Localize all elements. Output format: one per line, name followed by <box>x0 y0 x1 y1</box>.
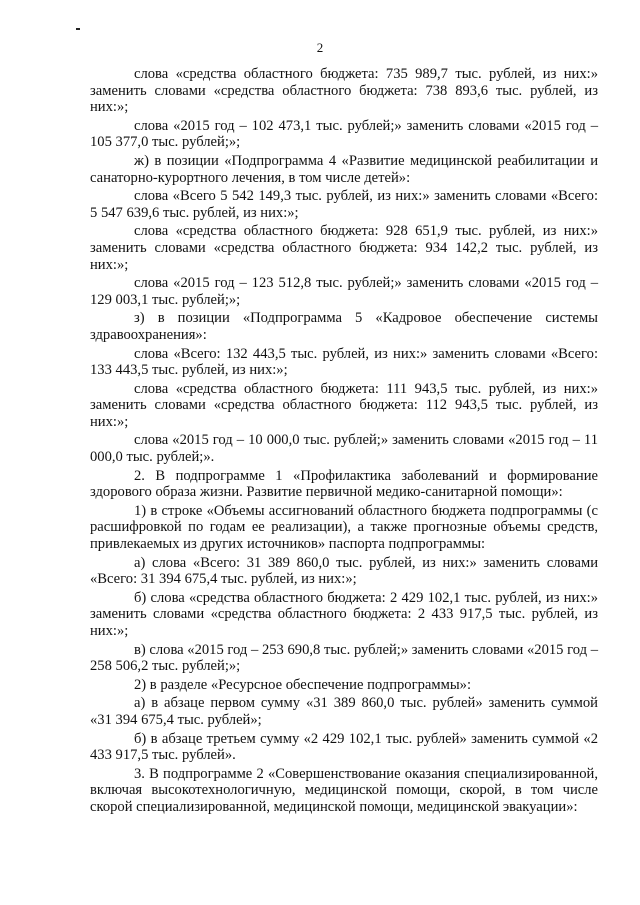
paragraph: з) в позиции «Подпрограмма 5 «Кадровое обеспечение системы здравоохранения»: <box>90 310 598 343</box>
paragraph: слова «2015 год – 123 512,8 тыс. рублей;» заменить словами «2015 год – 129 003,1 тыс. рублей;»; <box>90 275 598 308</box>
paragraph: ж) в позиции «Подпрограмма 4 «Развитие медицинской реабилитации и санаторно-курортного лечения, в том числе детей»: <box>90 152 598 186</box>
paragraph: а) слова «Всего: 31 389 860,0 тыс. рублей, из них:» заменить словами «Всего: 31 394 675,4 тыс. рублей, из них:»; <box>90 554 598 588</box>
paragraph: слова «Всего: 132 443,5 тыс. рублей, из них:» заменить словами «Всего: 133 443,5 тыс. рублей, из них:»; <box>90 345 598 379</box>
paragraph: слова «средства областного бюджета: 111 943,5 тыс. рублей, из них:» заменить словами «средства областного бюджета: 112 943,5 тыс. рублей, из них:»; <box>90 380 598 430</box>
paragraph: 2. В подпрограмме 1 «Профилактика заболеваний и формирование здорового образа жизни. Развитие первичной медико-санитарной помощи»: <box>90 467 598 501</box>
page-number: 2 <box>316 40 324 55</box>
paragraph: б) в абзаце третьем сумму «2 429 102,1 тыс. рублей» заменить суммой «2 433 917,5 тыс. рублей». <box>90 730 598 764</box>
paragraph: слова «Всего 5 542 149,3 тыс. рублей, из них:» заменить словами «Всего: 5 547 639,6 тыс. рублей, из них:»; <box>90 188 598 221</box>
paragraph: 1) в строке «Объемы ассигнований областного бюджета подпрограммы (с расшифровкой по годам ее реализации), а также прогнозные объемы средств, привлекаемых из других источников» паспорта подпрограммы: <box>90 502 598 553</box>
document-body <box>90 66 598 818</box>
paragraph: б) слова «средства областного бюджета: 2 429 102,1 тыс. рублей, из них:» заменить словами «средства областного бюджета: 2 433 917,5 тыс. рублей, из них:»; <box>90 589 598 639</box>
paragraph: в) слова «2015 год – 253 690,8 тыс. рублей;» заменить словами «2015 год – 258 506,2 тыс. рублей;»; <box>90 641 598 675</box>
scan-artifact <box>76 28 80 30</box>
paragraph: слова «средства областного бюджета: 735 989,7 тыс. рублей, из них:» заменить словами «средства областного бюджета: 738 893,6 тыс. рублей, из них:»; <box>90 66 598 116</box>
paragraph: 2) в разделе «Ресурсное обеспечение подпрограммы»: <box>134 676 471 693</box>
paragraph: слова «2015 год – 10 000,0 тыс. рублей;» заменить словами «2015 год – 11 000,0 тыс. рублей;». <box>90 432 598 466</box>
paragraph: слова «2015 год – 102 473,1 тыс. рублей;» заменить словами «2015 год – 105 377,0 тыс. рублей;»; <box>90 117 598 151</box>
paragraph: слова «средства областного бюджета: 928 651,9 тыс. рублей, из них:» заменить словами «средства областного бюджета: 934 142,2 тыс. рублей, из них:»; <box>90 223 598 273</box>
paragraph: 3. В подпрограмме 2 «Совершенствование оказания специализированной, включая высокотехнологичную, медицинской помощи, скорой, в том числе скорой специализированной, медицинской помощи, медицинской эвакуации»: <box>90 765 598 815</box>
paragraph: а) в абзаце первом сумму «31 389 860,0 тыс. рублей» заменить суммой «31 394 675,4 тыс. рублей»; <box>90 695 598 728</box>
